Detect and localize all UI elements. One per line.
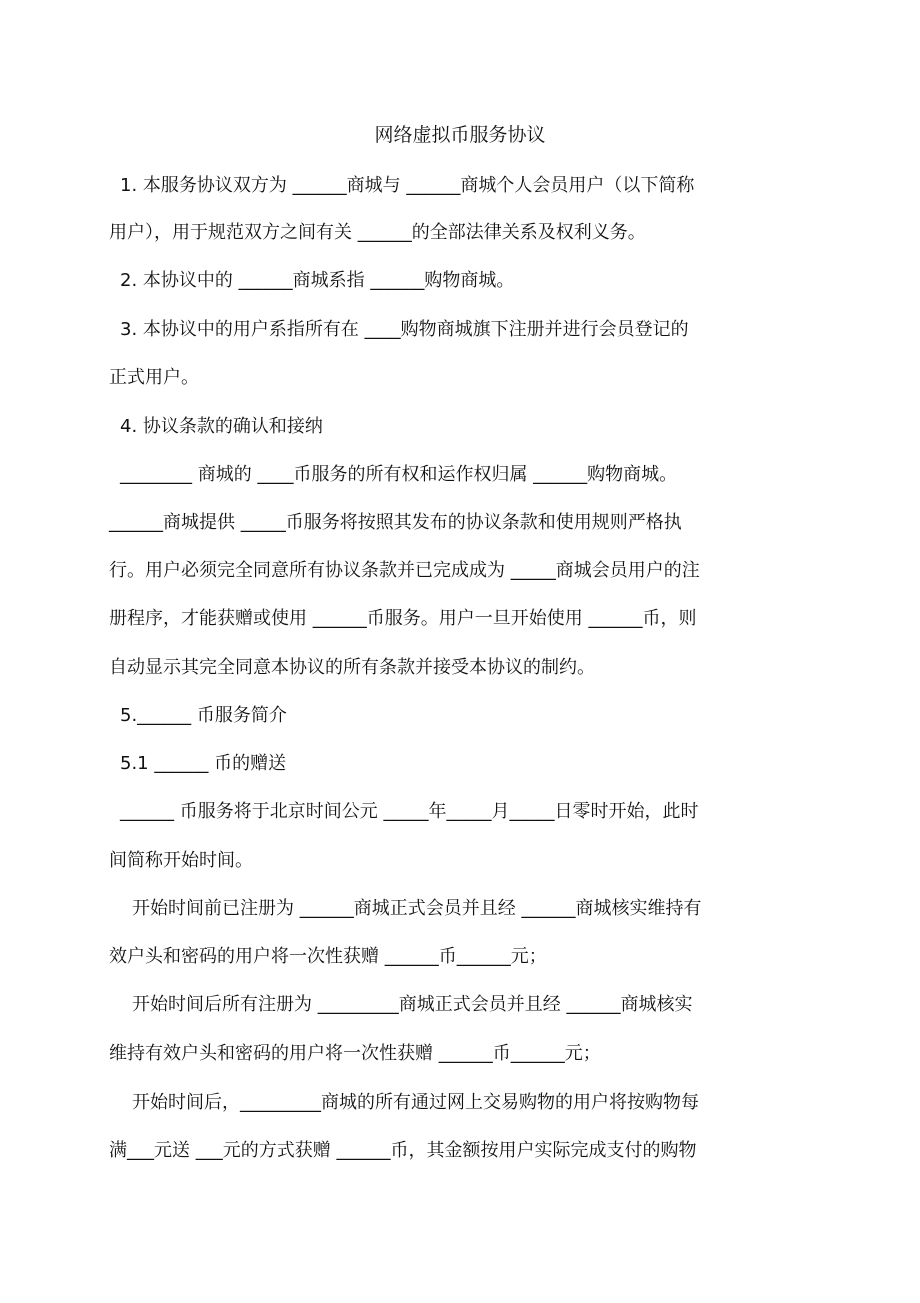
clause-5-1-line-5: 开始时间后所有注册为 _________商城正式会员并且经 ______商城核实 <box>132 994 693 1015</box>
clause-3-line-1: 3. 本协议中的用户系指所有在 ____购物商城旗下注册并进行会员登记的 <box>120 319 689 340</box>
clause-1-line-2: 用户），用于规范双方之间有关 ______的全部法律关系及权利义务。 <box>109 222 646 243</box>
clause-5-1-line-7: 开始时间后，_________商城的所有通过网上交易购物的用户将按购物每 <box>132 1092 699 1113</box>
clause-5-heading: 5.______ 币服务简介 <box>120 705 287 726</box>
clause-5-1-line-6: 维持有效户头和密码的用户将一次性获赠 ______币______元； <box>109 1043 601 1064</box>
clause-4-line-2: ______商城提供 _____币服务将按照其发布的协议条款和使用规则严格执 <box>109 512 682 533</box>
clause-5-1-line-2: 间简称开始时间。 <box>109 850 253 871</box>
clause-4-line-5: 自动显示其完全同意本协议的所有条款并接受本协议的制约。 <box>109 657 595 678</box>
clause-5-1-heading: 5.1 ______ 币的赠送 <box>120 753 287 774</box>
clause-1-line-1: 1. 本服务协议双方为 ______商城与 ______商城个人会员用户（以下简称 <box>120 175 695 196</box>
clause-2-line: 2. 本协议中的 ______商城系指 ______购物商城。 <box>120 270 515 291</box>
clause-3-line-2: 正式用户。 <box>109 367 199 388</box>
clause-4-line-1: ________ 商城的 ____币服务的所有权和运作权归属 ______购物商城。 <box>120 464 678 485</box>
clause-4-heading: 4. 协议条款的确认和接纳 <box>120 416 323 437</box>
clause-5-1-line-4: 效户头和密码的用户将一次性获赠 ______币______元； <box>109 946 547 967</box>
clause-4-line-3: 行。用户必须完全同意所有协议条款并已完成成为 _____商城会员用户的注 <box>109 560 700 581</box>
clause-5-1-line-3: 开始时间前已注册为 ______商城正式会员并且经 ______商城核实维持有 <box>132 898 702 919</box>
clause-4-line-4: 册程序，才能获赠或使用 ______币服务。用户一旦开始使用 ______币，则 <box>109 608 697 629</box>
clause-5-1-line-8: 满___元送 ___元的方式获赠 ______币，其金额按用户实际完成支付的购物 <box>109 1140 697 1161</box>
document-title: 网络虚拟币服务协议 <box>374 124 546 146</box>
clause-5-1-line-1: ______ 币服务将于北京时间公元 _____年_____月_____日零时开始，此时 <box>120 801 699 822</box>
